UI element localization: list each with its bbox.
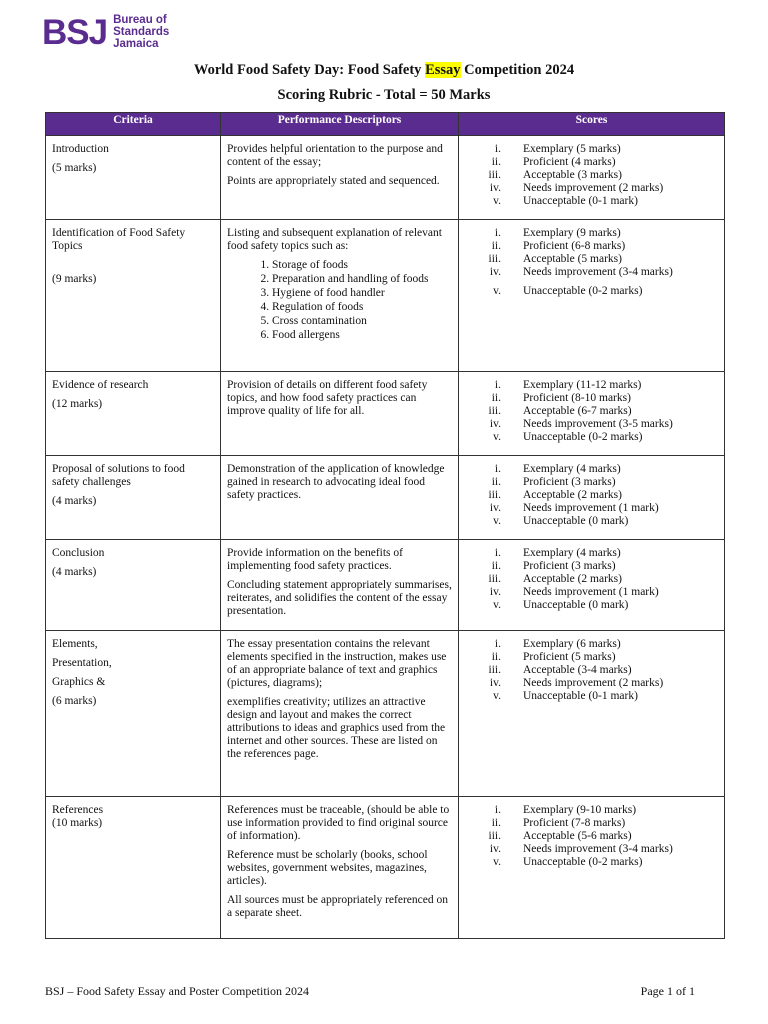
scores-cell [459,797,725,939]
score-numeral: i. [494,638,501,650]
criteria-text: (6 marks) [52,695,97,707]
score-text: Unacceptable (0 mark) [523,599,629,611]
score-level [465,586,718,599]
criteria-text: Elements, [52,638,98,650]
score-text: Needs improvement (3-5 marks) [523,418,673,430]
scores-cell [459,220,725,372]
score-numeral: iv. [489,502,501,514]
scoring-rubric-table [45,112,725,939]
rubric-subtitle: Scoring Rubric - Total = 50 Marks [277,87,491,103]
score-numeral: ii. [491,156,501,168]
score-numeral: iii. [488,253,501,265]
score-level [465,195,718,208]
score-numeral: iii. [488,573,501,585]
table-row [46,540,725,631]
criteria-cell [46,456,221,540]
descriptor-text: Provide information on the benefits of implementing food safety practices. [227,547,403,572]
score-level [465,515,718,528]
score-level [465,431,718,444]
score-text: Unacceptable (0 mark) [523,515,629,527]
bsj-logo-mark: BSJ [42,12,108,52]
score-level [465,405,718,418]
score-level [465,638,718,651]
score-level [465,547,718,560]
food-safety-topics-list [227,259,452,342]
score-numeral: ii. [491,240,501,252]
criteria-cell [46,797,221,939]
criteria-text: (10 marks) [52,817,103,829]
table-row [46,456,725,540]
score-level [465,502,718,515]
descriptor-text: Listing and subsequent explanation of relevant food safety topics such as: [227,227,442,252]
scores-cell [459,136,725,220]
criteria-cell [46,136,221,220]
score-level [465,677,718,690]
score-level [465,476,718,489]
table-row [46,220,725,372]
descriptor-cell [221,456,459,540]
score-text: Unacceptable (0-2 marks) [523,431,643,443]
score-level [465,830,718,843]
bsj-logo-text: Bureau of Standards Jamaica [113,14,170,50]
score-text: Exemplary (9-10 marks) [523,804,637,816]
list-item: 5. Cross contamination [272,315,452,328]
scores-cell [459,540,725,631]
score-numeral: v. [493,599,501,611]
score-text: Exemplary (9 marks) [523,227,621,239]
criteria-text: (4 marks) [52,495,97,507]
score-text: Proficient (4 marks) [523,156,616,168]
descriptor-text: The essay presentation contains the relevant elements specified in the instruction, makes use of an appropriate balance of text and graphics (pictures, diagrams); [227,638,447,689]
score-text: Unacceptable (0-1 mark) [523,690,638,702]
score-level [465,227,718,240]
score-numeral: iv. [489,586,501,598]
score-level [465,573,718,586]
score-numeral: i. [494,379,501,391]
score-level [465,463,718,476]
score-level [465,560,718,573]
score-level [465,651,718,664]
score-numeral: v. [493,690,501,702]
document-title: World Food Safety Day: Food Safety Essay Competition 2024 [193,62,575,78]
score-text: Needs improvement (3-4 marks) [523,843,673,855]
score-numeral: i. [494,804,501,816]
score-numeral: iv. [489,182,501,194]
descriptor-cell [221,540,459,631]
footer-page-number: Page 1 of 1 [640,984,695,998]
score-text: Needs improvement (2 marks) [523,182,664,194]
criteria-text: References [52,804,104,816]
criteria-text: (5 marks) [52,162,97,174]
criteria-text: (12 marks) [52,398,103,410]
score-level [465,156,718,169]
criteria-text: Presentation, [52,657,112,669]
list-item: 4. Regulation of foods [272,301,452,314]
score-numeral: ii. [491,651,501,663]
descriptor-text: Demonstration of the application of knowledge gained in research to advocating ideal food safety practices. [227,463,445,501]
score-numeral: v. [493,856,501,868]
score-text: Needs improvement (1 mark) [523,502,659,514]
score-numeral: i. [494,463,501,475]
descriptor-cell [221,797,459,939]
score-text: Unacceptable (0-2 marks) [523,856,643,868]
score-text: Acceptable (3-4 marks) [523,664,632,676]
criteria-text: Identification of Food Safety Topics [52,227,186,252]
score-level [465,856,718,869]
criteria-cell [46,631,221,797]
score-numeral: iii. [488,169,501,181]
score-text: Needs improvement (2 marks) [523,677,664,689]
score-level [465,817,718,830]
score-level [465,285,718,298]
score-numeral: iv. [489,843,501,855]
score-numeral: ii. [491,560,501,572]
descriptor-text: Concluding statement appropriately summarises, reiterates, and solidifies the content of the essay presentation. [227,579,452,617]
score-text: Acceptable (6-7 marks) [523,405,632,417]
descriptor-text: Provision of details on different food safety topics, and how food safety practices can improve quality of life for all. [227,379,428,417]
score-level [465,804,718,817]
scores-cell [459,372,725,456]
score-numeral: v. [493,431,501,443]
score-numeral: iii. [488,664,501,676]
highlighted-word: Essay [425,62,461,78]
score-text: Exemplary (5 marks) [523,143,621,155]
score-numeral: iv. [489,266,501,278]
descriptor-text: References must be traceable, (should be able to use information provided to find original source of information). [227,804,450,842]
criteria-cell [46,372,221,456]
score-text: Proficient (6-8 marks) [523,240,626,252]
score-level [465,143,718,156]
criteria-text: Conclusion [52,547,105,559]
score-numeral: ii. [491,817,501,829]
score-text: Proficient (3 marks) [523,560,616,572]
score-level [465,690,718,703]
score-level [465,489,718,502]
descriptor-text: Provides helpful orientation to the purpose and content of the essay; [227,143,443,168]
score-text: Acceptable (5-6 marks) [523,830,632,842]
header-descriptors: Performance Descriptors [221,113,459,136]
score-numeral: ii. [491,476,501,488]
scores-cell [459,631,725,797]
descriptor-cell [221,631,459,797]
score-text: Acceptable (2 marks) [523,573,622,585]
criteria-text: Evidence of research [52,379,149,391]
scores-cell [459,456,725,540]
table-header-row [46,113,725,136]
criteria-cell [46,540,221,631]
table-row [46,797,725,939]
score-level [465,266,718,279]
criteria-text: Introduction [52,143,109,155]
score-numeral: iii. [488,405,501,417]
descriptor-cell [221,220,459,372]
score-text: Proficient (7-8 marks) [523,817,626,829]
bsj-logo [42,14,169,50]
score-text: Needs improvement (1 mark) [523,586,659,598]
list-item: 3. Hygiene of food handler [272,287,452,300]
score-numeral: ii. [491,392,501,404]
score-text: Needs improvement (3-4 marks) [523,266,673,278]
score-numeral: i. [494,227,501,239]
score-text: Unacceptable (0-1 mark) [523,195,638,207]
score-text: Proficient (5 marks) [523,651,616,663]
table-row [46,631,725,797]
score-text: Proficient (3 marks) [523,476,616,488]
score-level [465,253,718,266]
score-text: Acceptable (2 marks) [523,489,622,501]
criteria-text: Graphics & [52,676,106,688]
score-numeral: v. [493,515,501,527]
criteria-text: Proposal of solutions to food safety challenges [52,463,185,488]
score-text: Proficient (8-10 marks) [523,392,631,404]
descriptor-cell [221,372,459,456]
list-item: 1. Storage of foods [272,259,452,272]
footer-doc-name: BSJ – Food Safety Essay and Poster Competition 2024 [45,984,309,998]
criteria-text: (4 marks) [52,566,97,578]
score-level [465,379,718,392]
score-numeral: v. [493,285,501,297]
score-text: Exemplary (4 marks) [523,463,621,475]
descriptor-text: Reference must be scholarly (books, school websites, government websites, magazines, articles). [227,849,428,887]
descriptor-cell [221,136,459,220]
table-row [46,136,725,220]
table-row [46,372,725,456]
header-scores: Scores [459,113,725,136]
score-level [465,418,718,431]
score-text: Exemplary (11-12 marks) [523,379,642,391]
score-level [465,599,718,612]
descriptor-text: All sources must be appropriately referenced on a separate sheet. [227,894,448,919]
score-text: Acceptable (3 marks) [523,169,622,181]
list-item: 2. Preparation and handling of foods [272,273,452,286]
criteria-text: (9 marks) [52,273,97,285]
list-item: 6. Food allergens [272,329,452,342]
score-level [465,240,718,253]
score-numeral: iv. [489,677,501,689]
score-text: Unacceptable (0-2 marks) [523,285,643,297]
score-text: Acceptable (5 marks) [523,253,622,265]
descriptor-text: Points are appropriately stated and sequenced. [227,175,440,187]
score-level [465,182,718,195]
header-criteria: Criteria [46,113,221,136]
score-numeral: iii. [488,830,501,842]
score-level [465,664,718,677]
score-level [465,392,718,405]
criteria-cell [46,220,221,372]
descriptor-text: exemplifies creativity; utilizes an attractive design and layout and makes the correct attributions to ideas and graphics used from the internet and other sources. These are listed on the references page. [227,696,446,760]
score-level [465,169,718,182]
score-numeral: i. [494,547,501,559]
score-text: Exemplary (6 marks) [523,638,621,650]
score-numeral: iii. [488,489,501,501]
score-text: Exemplary (4 marks) [523,547,621,559]
score-level [465,843,718,856]
score-numeral: iv. [489,418,501,430]
score-numeral: v. [493,195,501,207]
score-numeral: i. [494,143,501,155]
